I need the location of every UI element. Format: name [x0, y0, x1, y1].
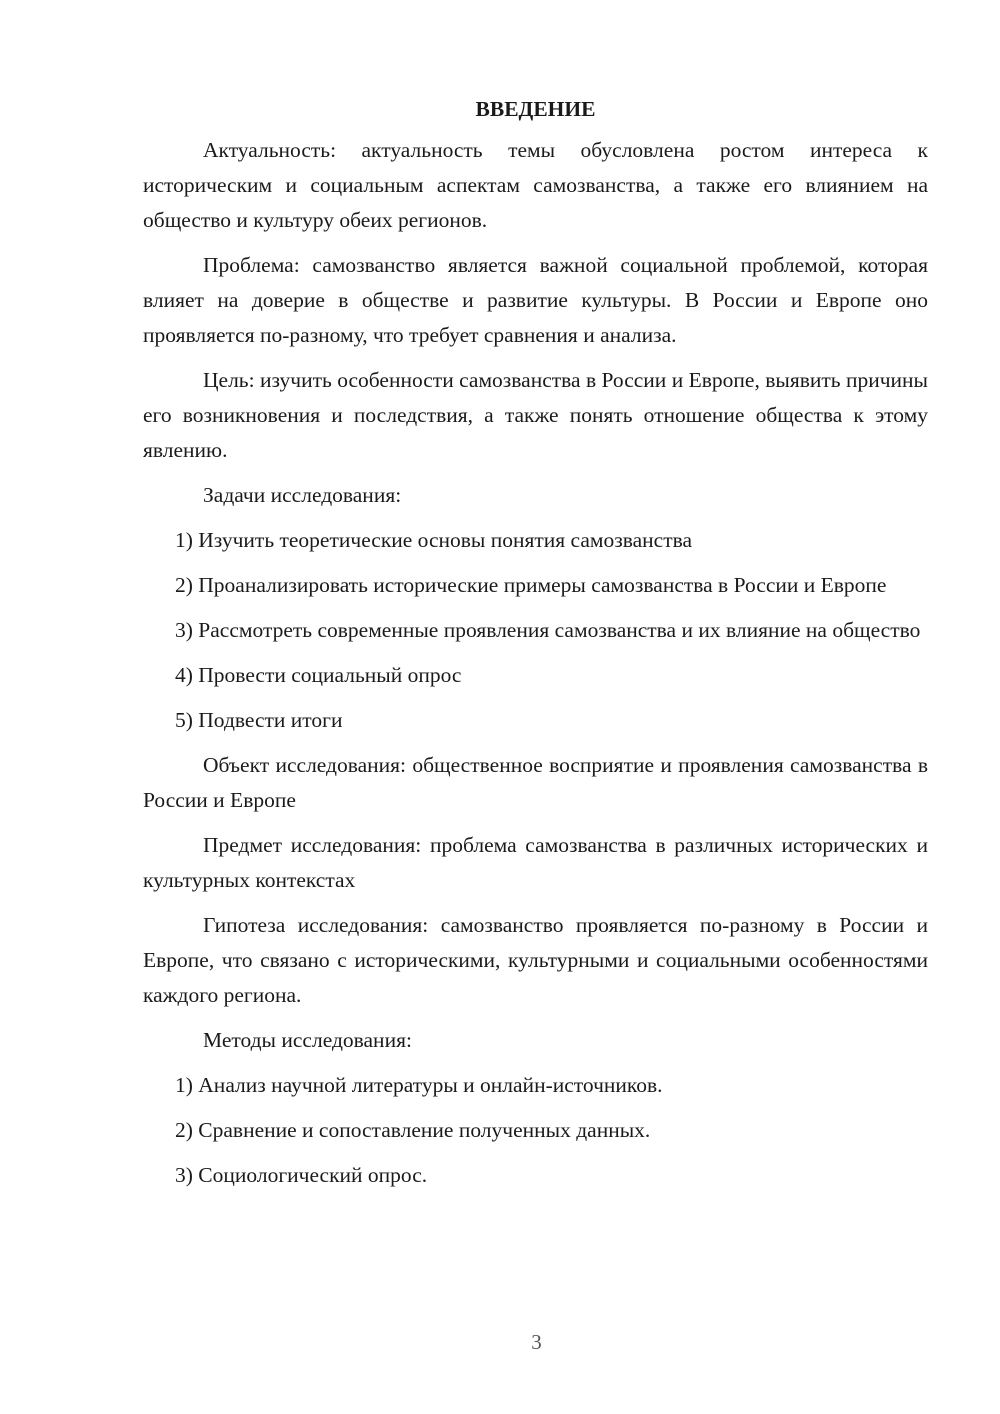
- object-paragraph: Объект исследования: общественное восприятие и проявления самозванства в России и Европе: [143, 753, 928, 812]
- page-number: 3: [531, 1330, 542, 1354]
- page-content: [143, 92, 928, 1203]
- task-item: 4) Провести социальный опрос: [175, 663, 462, 687]
- tasks-heading: Задачи исследования:: [203, 483, 402, 507]
- goal-paragraph: Цель: изучить особенности самозванства в России и Европе, выявить причины его возникновения и последствия, а также понять отношение общества к этому явлению.: [143, 368, 928, 462]
- task-item: 2) Проанализировать исторические примеры самозванства в России и Европе: [175, 573, 887, 597]
- relevance-paragraph: Актуальность: актуальность темы обусловлена ростом интереса к историческим и социальным аспектам самозванства, а также его влиянием на общество и культуру обеих регионов.: [143, 138, 928, 232]
- task-item: 5) Подвести итоги: [175, 708, 343, 732]
- subject-paragraph: Предмет исследования: проблема самозванства в различных исторических и культурных контекстах: [143, 833, 928, 892]
- section-title: ВВЕДЕНИЕ: [475, 97, 596, 121]
- hypothesis-paragraph: Гипотеза исследования: самозванство проявляется по-разному в России и Европе, что связано с историческими, культурными и социальными особенностями каждого региона.: [143, 913, 928, 1007]
- task-item: 1) Изучить теоретические основы понятия самозванства: [175, 528, 693, 552]
- problem-paragraph: Проблема: самозванство является важной социальной проблемой, которая влияет на доверие в обществе и развитие культуры. В России и Европе оно проявляется по-разному, что требует сравнения и анализа.: [143, 253, 928, 347]
- task-item: 3) Рассмотреть современные проявления самозванства и их влияние на общество: [175, 618, 921, 642]
- method-item: 2) Сравнение и сопоставление полученных данных.: [175, 1118, 651, 1142]
- method-item: 1) Анализ научной литературы и онлайн-источников.: [175, 1073, 663, 1097]
- methods-heading: Методы исследования:: [203, 1028, 412, 1052]
- method-item: 3) Социологический опрос.: [175, 1163, 428, 1187]
